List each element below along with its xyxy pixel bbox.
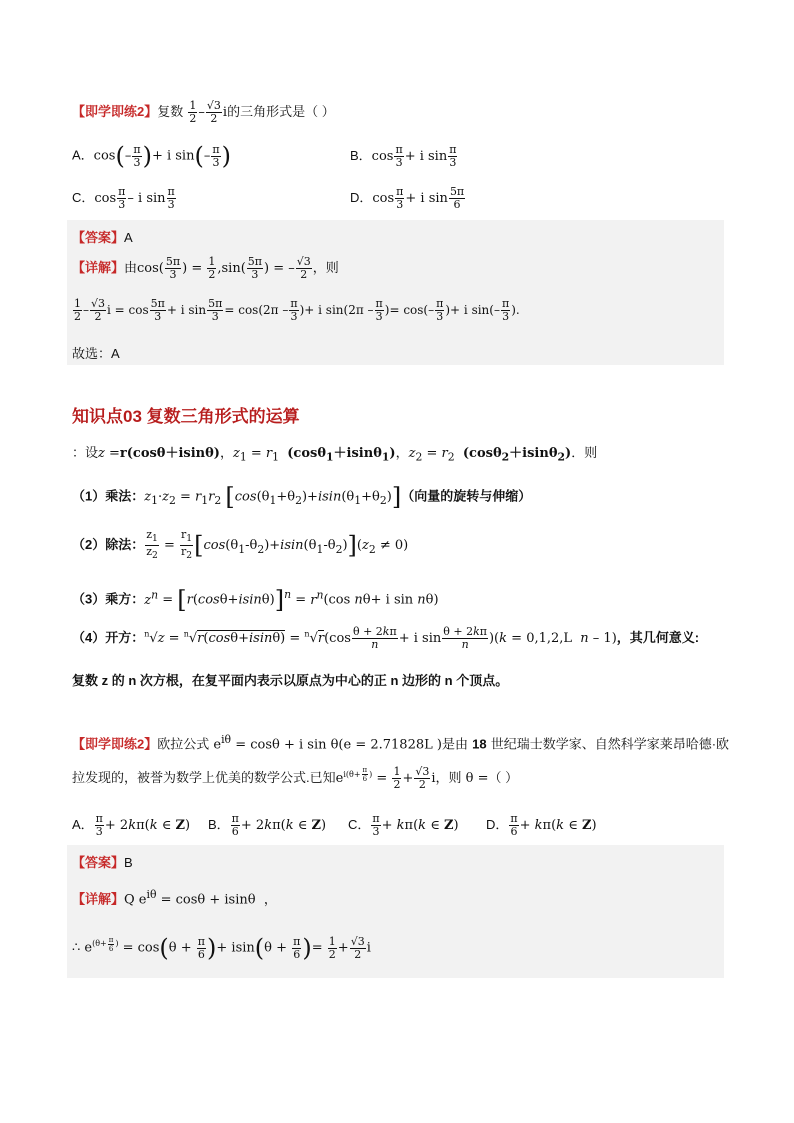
ex2-option-c: C． $\frac{\pi}{3}$ + kπ(k ∈ Z) (348, 812, 459, 838)
rule-power: （3）乘方：$z^n = [r(\cos\theta+isin\theta)]^n = r^n(\cos$ nθ+ i sin nθ) (72, 586, 439, 614)
ex2-detail-line1: 【详解】Q $e^{i\theta} = \cos\theta + isin\theta$ ， (72, 888, 277, 908)
ex2-question-line1: 【即学即练2】欧拉公式 $e^{i\theta} = \cos\theta + i$ sin θ(e = 2.71828L )是由 18 世纪瑞士数学家、自然科学家莱昂哈德·欧 (72, 733, 730, 753)
ex2-tag: 【即学即练2】 (72, 736, 158, 752)
ex1-answer-box (67, 220, 724, 365)
ex2-answer: 【答案】B (72, 855, 133, 870)
section-title: 知识点03 复数三角形式的运算 (72, 407, 300, 426)
ex1-option-c: C．cos $\frac{\pi}{3}$ – i sin $\frac{\pi}{3}$ (72, 185, 175, 211)
rule-root-meaning: 复数 z 的 n 次方根，在复平面内表示以原点为中心的正 n 边形的 n 个顶点。 (72, 673, 509, 688)
ex2-option-a: A． $\frac{\pi}{3}$ + 2kπ(k ∈ Z) (72, 812, 191, 838)
ex2-option-d: D． $\frac{\pi}{6}$ + kπ(k ∈ Z) (486, 812, 597, 838)
ex1-tag: 【即学即练2】 (72, 104, 158, 119)
section-intro: ：设z =r(cosθ＋isinθ)，$z_1 = r_1$ (cosθ$_1$＋isinθ$_1$)，$z_2 = r_2$ (cosθ$_2$＋isinθ$_2$)．则 (72, 445, 598, 464)
ex1-option-d: D．cos $\frac{\pi}{3}$ + i sin $\frac{5\pi}{6}$ (350, 185, 465, 211)
ex1-option-a: A．cos(– $\frac{\pi}{3}$ )+ i sin(– $\frac{\pi}{3}$ ) (72, 142, 231, 170)
rule-root: （4）开方：$^n$√z = $^n$√r(cosθ+isinθ) = $^n$√r(cos $\frac{\theta + 2k\pi}{n}$ + i sin $\frac{\theta + 2k\pi}{n}$ )(k = 0,1,2,L n – 1)，其几何意义: (72, 625, 700, 651)
ex2-question-line2: 拉发现的，被誉为数学上优美的数学公式.已知$e^{i(\theta+ \frac{\pi}{6} )}$ = $\frac{1}{2}$ + $\frac{√3}{2}$ i，则 θ =（ ） (72, 765, 519, 791)
ex2-option-b: B． $\frac{\pi}{6}$ + 2kπ(k ∈ Z) (208, 812, 327, 838)
rule-multiplication: （1）乘法：$z_1\cdot z_2 = r_1r_2$ $[\cos(\theta_1+\theta_2)+isin(\theta_1+\theta_2)]$（向量的旋转与伸缩） (72, 483, 532, 511)
ex1-detail-line1: 【详解】由cos( $\frac{5\pi}{3}$ ) = $\frac{1}{2}$ ,sin( $\frac{5\pi}{3}$ ) = – $\frac{√3}{2}$ ，则 (72, 255, 339, 281)
ex1-option-b: B．cos $\frac{\pi}{3}$ + i sin $\frac{\pi}{3}$ (350, 143, 457, 169)
ex2-detail-line2: ∴ $e^{(\theta+ \frac{\pi}{6} )} = \cos(\theta$ + $\frac{\pi}{6}$ )+ isin(θ + $\frac{\pi}{6}$ )= $\frac{1}{2}$ + $\frac{√3}{2}$ i (72, 934, 371, 962)
ex1-conclusion: 故选：A (72, 346, 120, 361)
ex1-question: 【即学即练2】复数 $\frac{1}{2}$ – $\frac{√3}{2}$ i的三角形式是（ ） (72, 99, 335, 125)
rule-division: （2）除法： $\frac{z_1}{z_2}$ = $\frac{r_1}{r_2}$ $[\cos(\theta_1-\theta_2)+isin(\theta_1-\theta_2)](z_2 \ne 0)$ (72, 528, 409, 562)
ex1-answer: 【答案】A (72, 230, 133, 245)
ex1-detail-line2: $\frac{1}{2}$ – $\frac{√3}{2}$ i = cos $\frac{5\pi}{3}$ + i sin $\frac{5\pi}{3}$ = cos(2π – $\frac{\pi}{3}$ )+ i sin(2π – $\frac{\pi}{3}$ )= cos(– $\frac{\pi}{3}$ )+ i sin(– $\frac{\pi}{3}$ ). (74, 297, 520, 323)
